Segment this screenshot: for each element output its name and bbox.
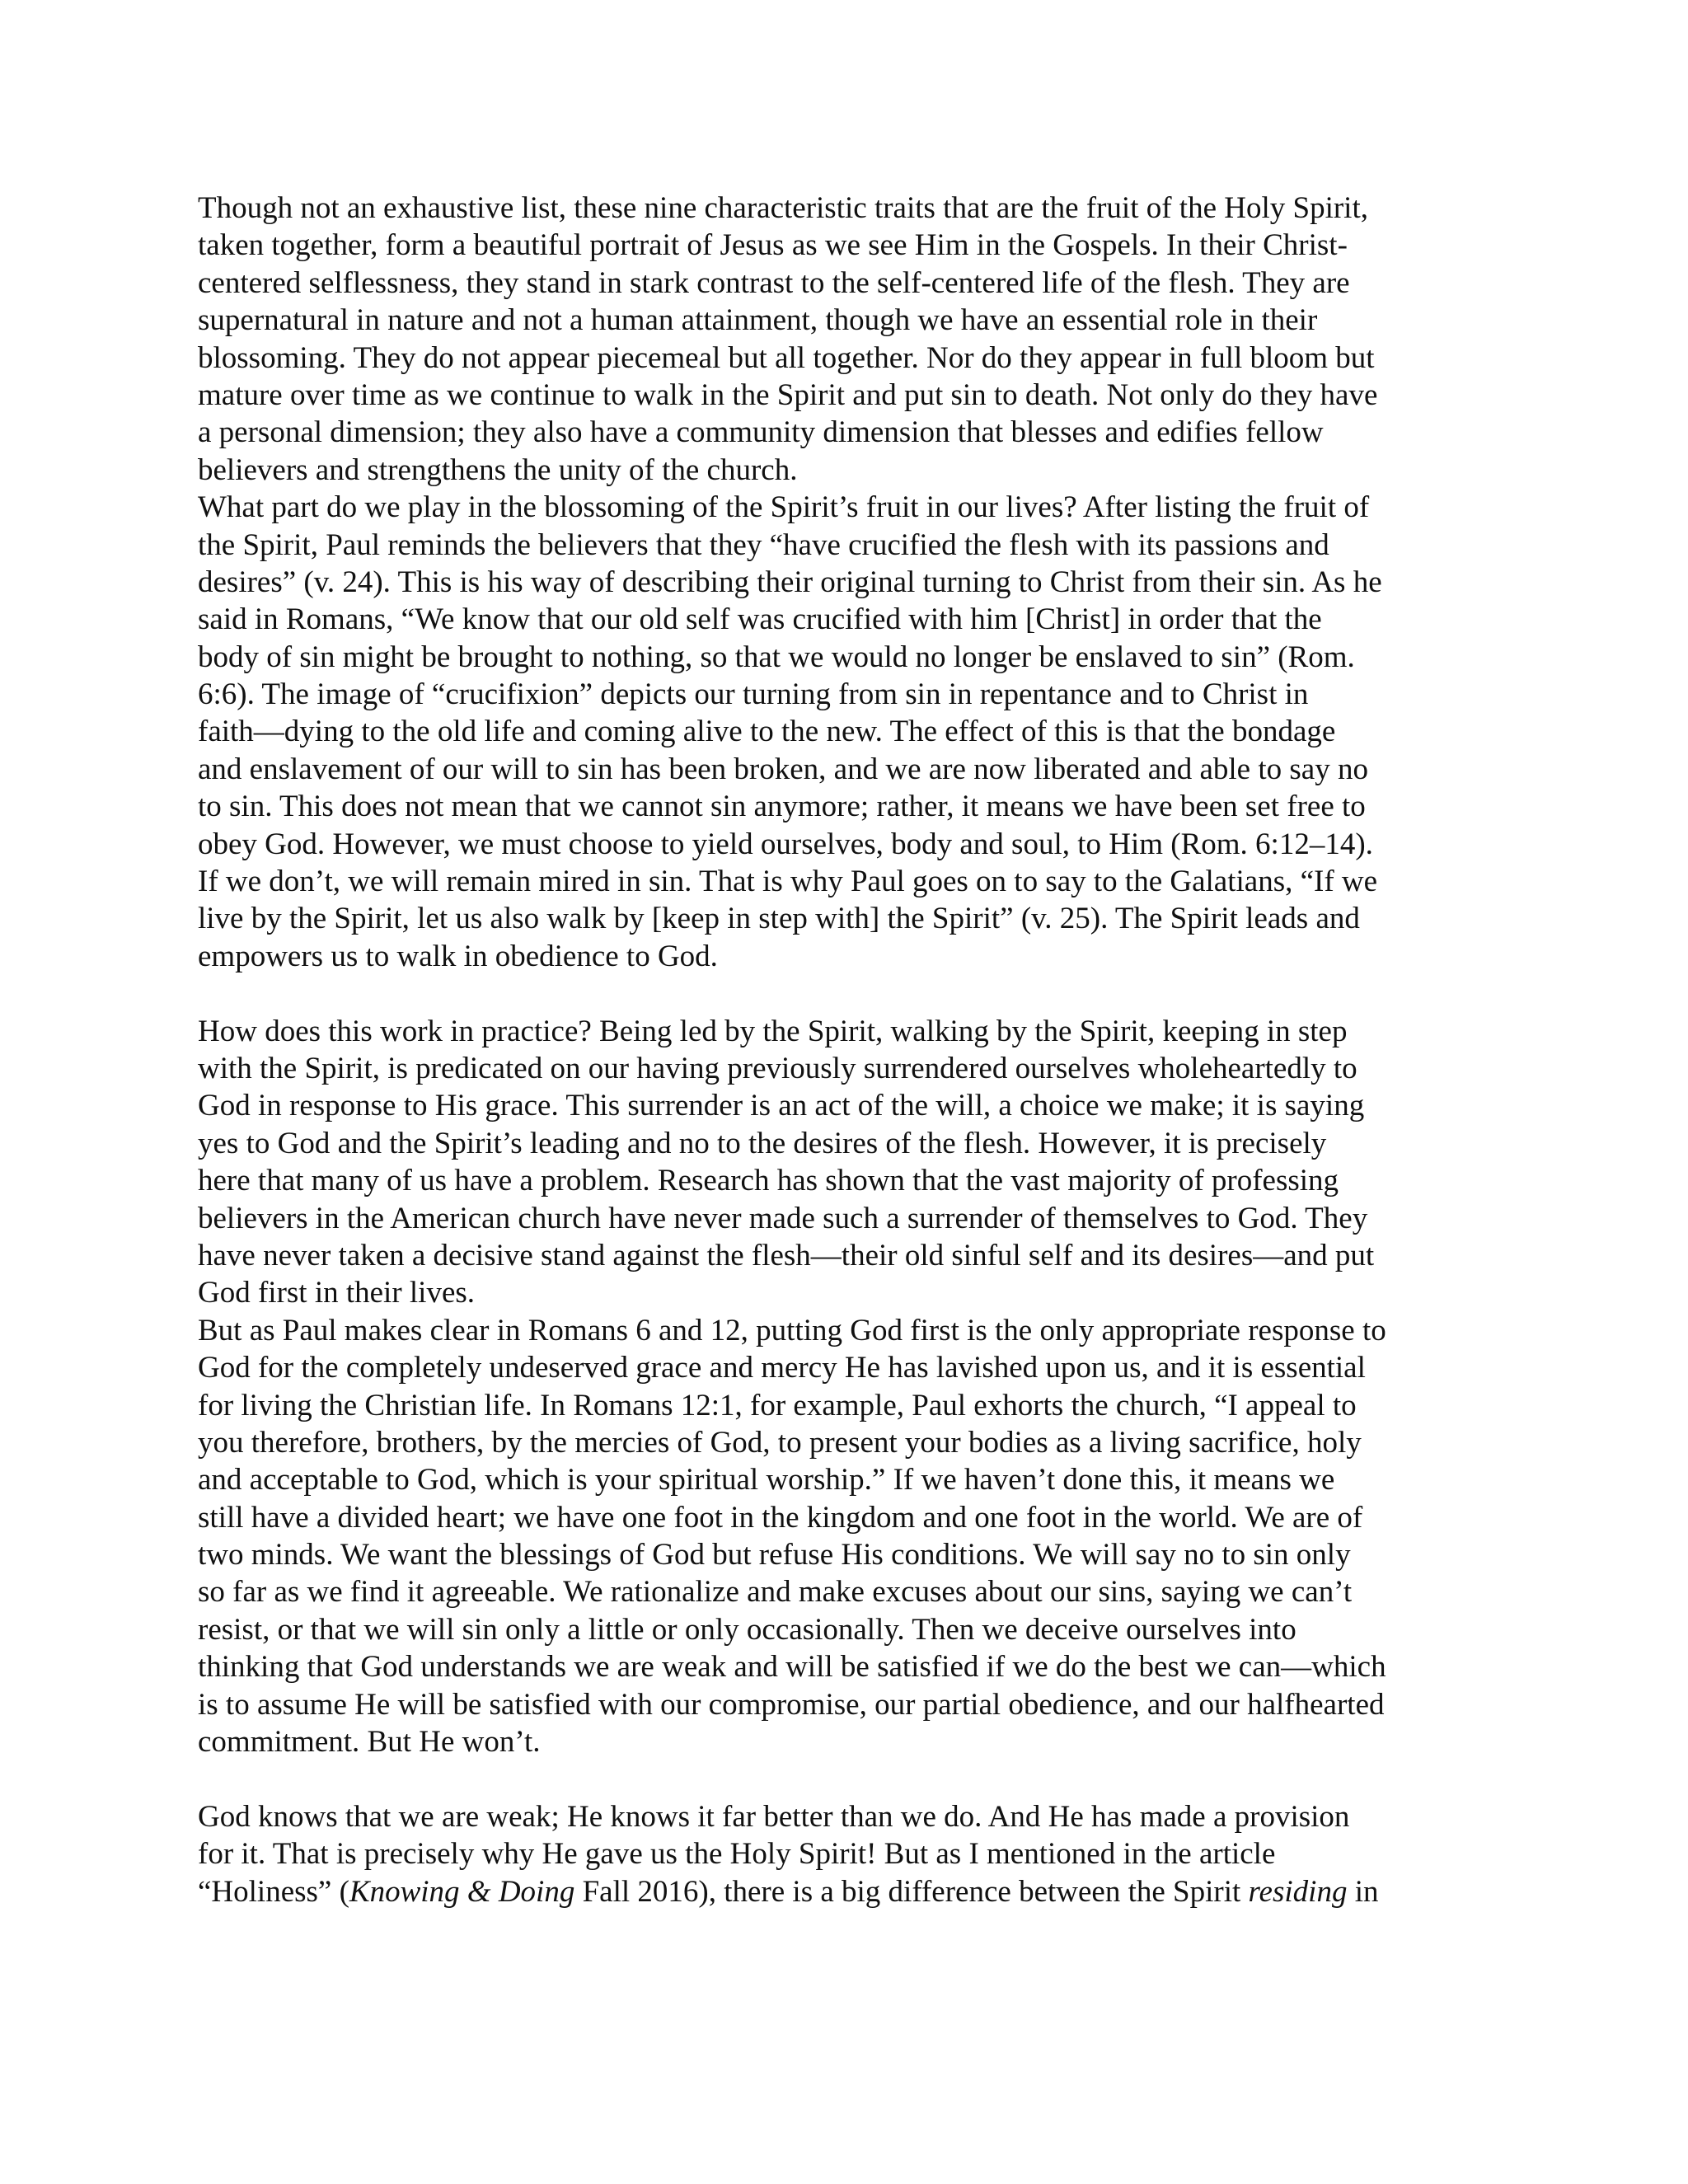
text-line: supernatural in nature and not a human attainment, though we have an essential role in their	[198, 303, 1318, 338]
text-line: desires” (v. 24). This is his way of describing their original turning to Christ from their sin. As he	[198, 565, 1382, 599]
text-line: with the Spirit, is predicated on our having previously surrendered ourselves wholeheartedly to	[198, 1051, 1357, 1085]
text-line: obey God. However, we must choose to yield ourselves, body and soul, to Him (Rom. 6:12–14).	[198, 827, 1373, 861]
text-line: God in response to His grace. This surrender is an act of the will, a choice we make; it is saying	[198, 1089, 1365, 1123]
text-line: yes to God and the Spirit’s leading and no to the desires of the flesh. However, it is precisely	[198, 1126, 1327, 1160]
text-line: to sin. This does not mean that we cannot sin anymore; rather, it means we have been set free to	[198, 790, 1366, 824]
text-line: is to assume He will be satisfied with our compromise, our partial obedience, and our halfhearted	[198, 1687, 1385, 1722]
text-line: God for the completely undeserved grace and mercy He has lavished upon us, and it is essential	[198, 1351, 1366, 1385]
text-line: live by the Spirit, let us also walk by [keep in step with] the Spirit” (v. 25). The Spirit leads and	[198, 902, 1360, 936]
text-line: thinking that God understands we are weak and will be satisfied if we do the best we can—which	[198, 1650, 1386, 1685]
text-line: taken together, form a beautiful portrait of Jesus as we see Him in the Gospels. In their Christ-	[198, 228, 1348, 263]
text-line: 6:6). The image of “crucifixion” depicts our turning from sin in repentance and to Christ in	[198, 677, 1309, 712]
text-line: a personal dimension; they also have a community dimension that blesses and edifies fellow	[198, 415, 1324, 450]
text-line: How does this work in practice? Being led by the Spirit, walking by the Spirit, keeping in step	[198, 1014, 1348, 1048]
text-line-with-citation	[198, 1873, 1484, 1910]
text-line: believers and strengthens the unity of the church.	[198, 452, 798, 487]
text-line: blossoming. They do not appear piecemeal but all together. Nor do they appear in full bloom but	[198, 340, 1375, 375]
text-line: empowers us to walk in obedience to God.	[198, 939, 718, 973]
publication-title: Knowing & Doing	[349, 1874, 575, 1909]
text-line: have never taken a decisive stand against the flesh—their old sinful self and its desires—and put	[198, 1238, 1375, 1272]
paragraph-3	[198, 1013, 1484, 1312]
text-line: commitment. But He won’t.	[198, 1725, 541, 1760]
text-line: body of sin might be brought to nothing, so that we would no longer be enslaved to sin” (Rom.	[198, 640, 1355, 674]
citation-text: “Holiness” (	[198, 1874, 349, 1909]
article-body	[198, 190, 1484, 1910]
text-line: here that many of us have a problem. Research has shown that the vast majority of professing	[198, 1164, 1339, 1198]
text-line: If we don’t, we will remain mired in sin. That is why Paul goes on to say to the Galatians, “If we	[198, 865, 1378, 899]
paragraph-1	[198, 190, 1484, 489]
text-line: resist, or that we will sin only a little or only occasionally. Then we deceive ourselves into	[198, 1612, 1296, 1647]
emphasized-word: residing	[1248, 1874, 1348, 1909]
paragraph-spacer	[198, 975, 1484, 1012]
text-line: God knows that we are weak; He knows it far better than we do. And He has made a provision	[198, 1799, 1350, 1834]
text-line: faith—dying to the old life and coming alive to the new. The effect of this is that the bondage	[198, 715, 1336, 749]
text-line: and enslavement of our will to sin has been broken, and we are now liberated and able to say no	[198, 752, 1368, 786]
text-line: said in Romans, “We know that our old self was crucified with him [Christ] in order that the	[198, 602, 1322, 637]
text-line: believers in the American church have never made such a surrender of themselves to God. They	[198, 1201, 1368, 1235]
text-line: and acceptable to God, which is your spiritual worship.” If we haven’t done this, it means we	[198, 1463, 1335, 1497]
text-line: still have a divided heart; we have one foot in the kingdom and one foot in the world. We are of	[198, 1500, 1363, 1535]
text-line: God first in their lives.	[198, 1276, 476, 1310]
paragraph-2	[198, 489, 1484, 975]
paragraph-5	[198, 1798, 1484, 1910]
text-line: centered selflessness, they stand in stark contrast to the self-centered life of the flesh. They are	[198, 265, 1350, 300]
text-line: you therefore, brothers, by the mercies of God, to present your bodies as a living sacrifice, holy	[198, 1425, 1362, 1460]
text-line: mature over time as we continue to walk in the Spirit and put sin to death. Not only do they have	[198, 377, 1378, 412]
text-line: the Spirit, Paul reminds the believers that they “have crucified the flesh with its passions and	[198, 527, 1329, 562]
text-line: Though not an exhaustive list, these nine characteristic traits that are the fruit of the Holy Spirit,	[198, 191, 1368, 225]
text-line: What part do we play in the blossoming of the Spirit’s fruit in our lives? After listing the fruit of	[198, 490, 1370, 525]
text-line: But as Paul makes clear in Romans 6 and 12, putting God first is the only appropriate response to	[198, 1313, 1386, 1347]
paragraph-4	[198, 1312, 1484, 1761]
text-line: so far as we find it agreeable. We rationalize and make excuses about our sins, saying we can’t	[198, 1575, 1353, 1610]
text-line: for living the Christian life. In Romans 12:1, for example, Paul exhorts the church, “I appeal to	[198, 1388, 1357, 1422]
citation-text: in	[1347, 1874, 1379, 1909]
text-line: for it. That is precisely why He gave us the Holy Spirit! But as I mentioned in the article	[198, 1837, 1276, 1872]
text-line: two minds. We want the blessings of God but refuse His conditions. We will say no to sin only	[198, 1538, 1351, 1572]
citation-text: Fall 2016), there is a big difference between the Spirit	[574, 1874, 1249, 1909]
paragraph-spacer	[198, 1760, 1484, 1797]
